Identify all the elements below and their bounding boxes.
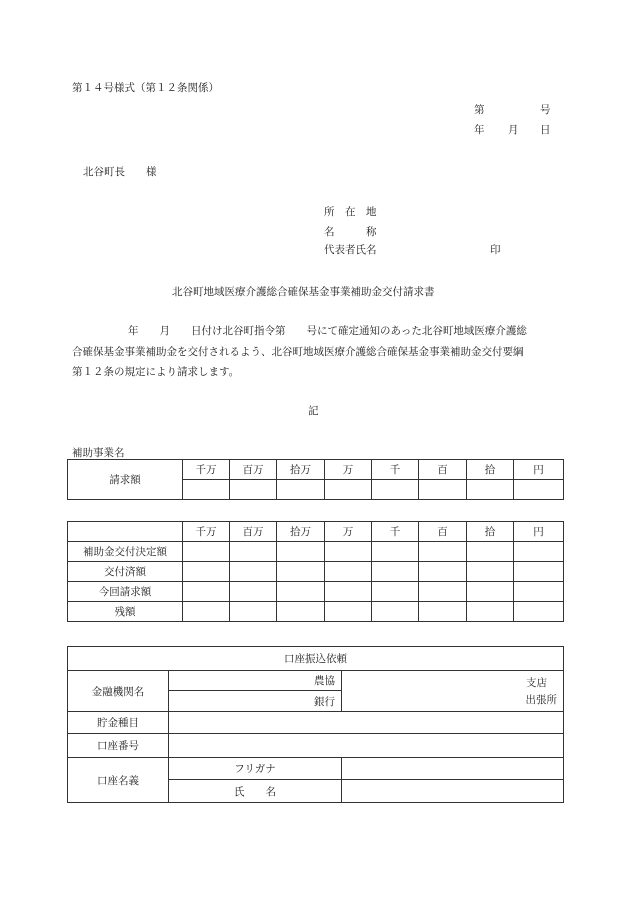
request-amount-table xyxy=(67,459,564,500)
amount-cell[interactable] xyxy=(467,562,514,582)
addressee: 北谷町長 様 xyxy=(83,166,157,178)
date-month: 月 xyxy=(508,124,519,136)
address-label: 所 在 地 xyxy=(324,206,377,218)
amount-cell[interactable] xyxy=(514,542,564,562)
amount-cell[interactable] xyxy=(372,602,419,622)
digit-header: 百万 xyxy=(230,460,277,480)
subsidy-summary-table xyxy=(67,521,564,622)
institution-label: 金融機関名 xyxy=(68,671,169,712)
amount-cell[interactable] xyxy=(277,562,325,582)
digit-header: 千万 xyxy=(183,460,230,480)
shutchojo-label: 出張所 xyxy=(525,694,558,706)
branch-field[interactable] xyxy=(342,671,564,712)
digit-header: 拾 xyxy=(467,460,514,480)
amount-cell[interactable] xyxy=(325,602,372,622)
representative-label: 代表者氏名 xyxy=(324,244,377,256)
account-number-field[interactable] xyxy=(169,734,564,758)
amount-cell[interactable] xyxy=(372,542,419,562)
row-label-paid-amount: 交付済額 xyxy=(68,562,183,582)
amount-cell[interactable] xyxy=(467,542,514,562)
amount-cell[interactable] xyxy=(183,480,230,500)
amount-cell[interactable] xyxy=(183,542,230,562)
shimei-field[interactable] xyxy=(342,780,564,803)
digit-header: 百 xyxy=(419,460,467,480)
amount-cell[interactable] xyxy=(325,480,372,500)
amount-cell[interactable] xyxy=(277,582,325,602)
amount-cell[interactable] xyxy=(277,542,325,562)
bank-transfer-header: 口座振込依頼 xyxy=(68,647,564,671)
nokyo-option[interactable]: 農協 xyxy=(169,671,342,691)
amount-cell[interactable] xyxy=(467,602,514,622)
digit-header: 万 xyxy=(325,522,372,542)
amount-cell[interactable] xyxy=(372,562,419,582)
project-name-label: 補助事業名 xyxy=(72,447,125,459)
amount-cell[interactable] xyxy=(514,582,564,602)
name-label: 名 称 xyxy=(324,226,377,238)
amount-cell[interactable] xyxy=(419,542,467,562)
amount-cell[interactable] xyxy=(325,582,372,602)
amount-cell[interactable] xyxy=(419,480,467,500)
amount-cell[interactable] xyxy=(230,562,277,582)
digit-header: 拾万 xyxy=(277,522,325,542)
digit-header: 百 xyxy=(419,522,467,542)
digit-header: 万 xyxy=(325,460,372,480)
amount-cell[interactable] xyxy=(183,602,230,622)
amount-cell[interactable] xyxy=(277,480,325,500)
document-title: 北谷町地域医療介護総合確保基金事業補助金交付請求書 xyxy=(172,286,435,298)
shimei-label: 氏 名 xyxy=(169,780,342,803)
amount-cell[interactable] xyxy=(372,582,419,602)
amount-cell[interactable] xyxy=(183,582,230,602)
digit-header: 千万 xyxy=(183,522,230,542)
amount-cell[interactable] xyxy=(419,602,467,622)
amount-cell[interactable] xyxy=(467,582,514,602)
amount-cell[interactable] xyxy=(325,562,372,582)
request-amount-label: 請求額 xyxy=(68,460,183,500)
amount-cell[interactable] xyxy=(467,480,514,500)
amount-cell[interactable] xyxy=(230,582,277,602)
doc-number-go: 号 xyxy=(540,104,551,116)
amount-cell[interactable] xyxy=(514,602,564,622)
digit-header: 千 xyxy=(372,522,419,542)
seal-mark: 印 xyxy=(490,244,501,256)
ginko-option[interactable]: 銀行 xyxy=(169,691,342,712)
amount-cell[interactable] xyxy=(372,480,419,500)
amount-cell[interactable] xyxy=(277,602,325,622)
account-number-label: 口座番号 xyxy=(68,734,169,758)
form-number: 第１４号様式（第１２条関係） xyxy=(72,82,219,94)
body-line-1: 年 月 日付け北谷町指令第 号にて確定通知のあった北谷町地域医療介護総 xyxy=(128,325,527,337)
account-name-label: 口座名義 xyxy=(68,758,169,803)
shiten-label: 支店 xyxy=(526,677,548,689)
row-label-current-request: 今回請求額 xyxy=(68,582,183,602)
digit-header: 百万 xyxy=(230,522,277,542)
date-day: 日 xyxy=(540,124,551,136)
amount-cell[interactable] xyxy=(325,542,372,562)
digit-header: 円 xyxy=(514,460,564,480)
amount-cell[interactable] xyxy=(419,562,467,582)
digit-header: 円 xyxy=(514,522,564,542)
amount-cell[interactable] xyxy=(514,480,564,500)
amount-cell[interactable] xyxy=(419,582,467,602)
furigana-field[interactable] xyxy=(342,758,564,780)
amount-cell[interactable] xyxy=(230,480,277,500)
amount-cell[interactable] xyxy=(230,602,277,622)
digit-header: 拾万 xyxy=(277,460,325,480)
body-line-2: 合確保基金事業補助金を交付されるよう、北谷町地域医療介護総合確保基金事業補助金交付要綱 xyxy=(72,346,524,358)
amount-cell[interactable] xyxy=(183,562,230,582)
deposit-type-field[interactable] xyxy=(169,712,564,734)
ki-heading: 記 xyxy=(308,405,319,417)
row-label-decided-amount: 補助金交付決定額 xyxy=(68,542,183,562)
amount-cell[interactable] xyxy=(230,542,277,562)
digit-header: 千 xyxy=(372,460,419,480)
amount-cell[interactable] xyxy=(514,562,564,582)
digit-header: 拾 xyxy=(467,522,514,542)
row-label-balance: 残額 xyxy=(68,602,183,622)
body-line-3: 第１２条の規定により請求します。 xyxy=(72,366,240,378)
date-year: 年 xyxy=(474,124,485,136)
summary-corner xyxy=(68,522,183,542)
furigana-label: フリガナ xyxy=(169,758,342,780)
doc-number-dai: 第 xyxy=(474,104,485,116)
deposit-type-label: 貯金種目 xyxy=(68,712,169,734)
bank-transfer-table xyxy=(67,646,564,803)
